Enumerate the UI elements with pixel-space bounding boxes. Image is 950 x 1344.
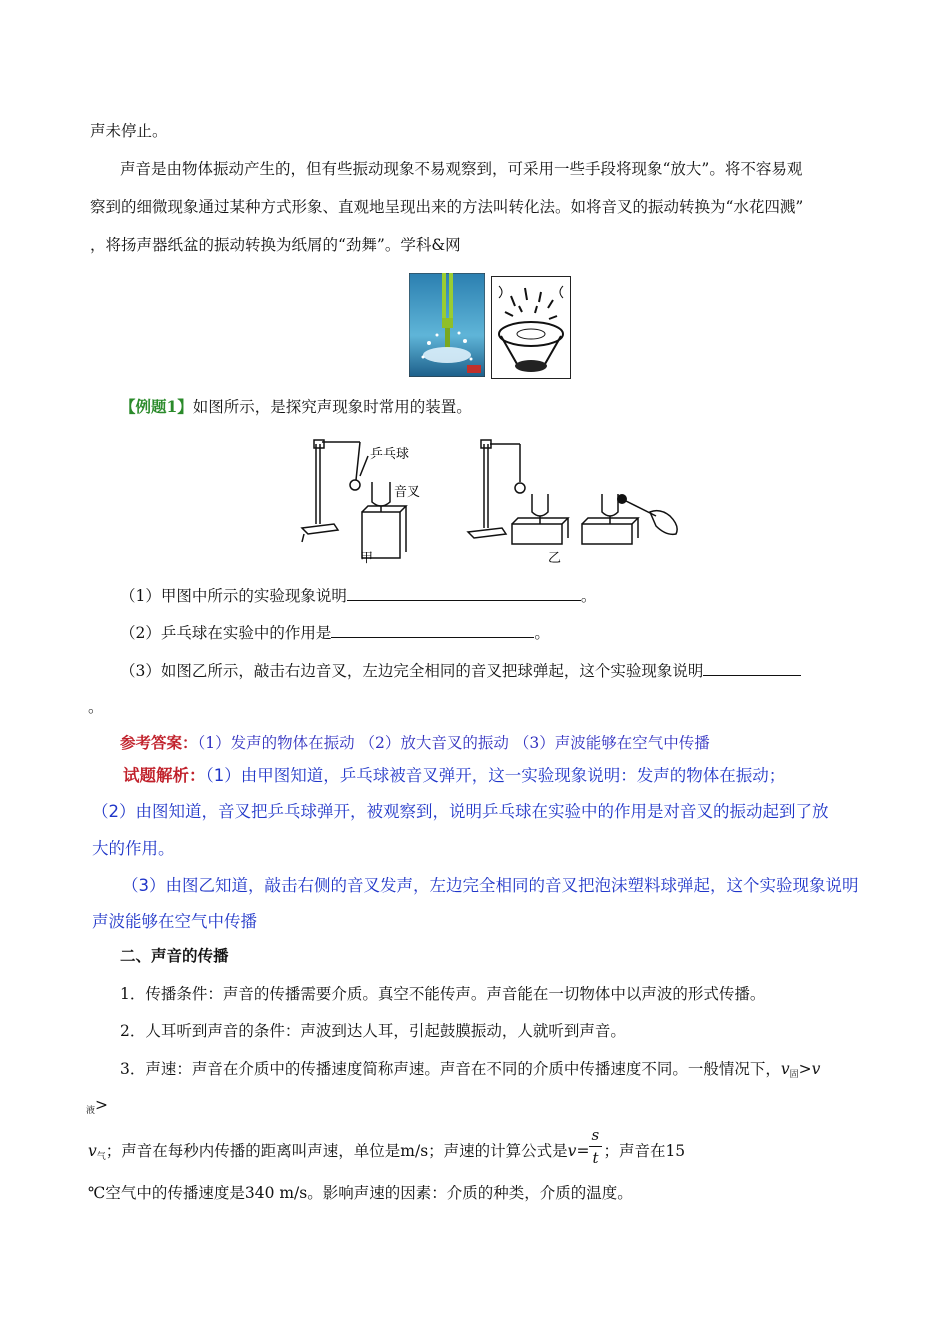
example-tag: 【例题1】 bbox=[120, 397, 193, 416]
analysis-line: （2）由图知道，音叉把乒乓球弹开，被观察到，说明乒乓球在实验中的作用是对音叉的振动起到了放 bbox=[92, 802, 829, 821]
question-2-text: （2）乒乓球在实验中的作用是 bbox=[120, 624, 332, 642]
greater-than: > bbox=[95, 1096, 109, 1114]
analysis-text: （1）由甲图知道，乒乓球被音叉弹开，这一实验现象说明：发声的物体在振动； bbox=[205, 766, 786, 785]
section-item bbox=[120, 1058, 820, 1086]
subscript-solid: 固 bbox=[789, 1070, 799, 1080]
question-3 bbox=[120, 659, 801, 682]
formula-denominator: t bbox=[592, 1149, 599, 1167]
analysis-line bbox=[123, 765, 785, 787]
question-2 bbox=[120, 621, 550, 644]
question-1-text: （1）甲图中所示的实验现象说明 bbox=[120, 587, 347, 605]
question-1 bbox=[120, 584, 596, 607]
answer-label: 参考答案： bbox=[120, 733, 198, 752]
var-v: v bbox=[88, 1142, 97, 1160]
question-1-end: 。 bbox=[580, 587, 597, 605]
figure-label-ball: 乒乓球 bbox=[370, 447, 410, 462]
var-v: v bbox=[780, 1060, 790, 1078]
formula-equals: = bbox=[576, 1142, 590, 1160]
example-heading bbox=[120, 396, 472, 418]
greater-than: > bbox=[798, 1060, 812, 1078]
question-3-end: 。 bbox=[88, 698, 104, 716]
formula-numerator: s bbox=[591, 1126, 600, 1144]
speaker-paper-scraps-image bbox=[491, 276, 571, 379]
section-item-wrap: ℃空气中的传播速度是340 m/s。影响声速的因素：介质的种类，介质的温度。 bbox=[88, 1184, 633, 1202]
figure-label-fork: 音叉 bbox=[394, 485, 421, 500]
paragraph-line: 察到的细微现象通过某种方式形象、直观地呈现出来的方法叫转化法。如将音叉的振动转换为“水花四溅” bbox=[90, 198, 804, 216]
section-item: 2．人耳听到声音的条件：声波到达人耳，引起鼓膜振动，人就听到声音。 bbox=[120, 1022, 626, 1040]
analysis-line: （3）由图乙知道，敲击右侧的音叉发声，左边完全相同的音叉把泡沫塑料球弹起，这个实验现象说明 bbox=[122, 876, 859, 895]
section-item-text: ；声音在15 bbox=[603, 1142, 686, 1160]
figure-label-jia: 甲 bbox=[360, 551, 374, 564]
analysis-line: 大的作用。 bbox=[92, 839, 175, 858]
analysis-label: 试题解析： bbox=[123, 766, 206, 785]
figure-label-yi: 乙 bbox=[548, 551, 562, 564]
section-item: 1．传播条件：声音的传播需要介质。真空不能传声。声音能在一切物体中以声波的形式传播。 bbox=[120, 985, 766, 1003]
section-item-text: 3．声速：声音在介质中的传播速度简称声速。声音在不同的介质中传播速度不同。一般情况下， bbox=[120, 1060, 781, 1078]
sound-experiment-figure bbox=[298, 432, 688, 564]
reference-answer bbox=[120, 732, 710, 754]
formula-fraction bbox=[589, 1126, 603, 1166]
paragraph-line: ，将扬声器纸盆的振动转换为纸屑的“劲舞”。学科&网 bbox=[90, 236, 461, 254]
answer-blank bbox=[347, 584, 581, 601]
subscript-gas: 气 bbox=[96, 1152, 106, 1162]
answer-blank bbox=[331, 621, 534, 638]
section-heading: 二、声音的传播 bbox=[120, 946, 229, 965]
section-item-wrap bbox=[88, 1126, 686, 1168]
paragraph-line: 声音是由物体振动产生的，但有些振动现象不易观察到，可采用一些手段将现象“放大”。将不容易观 bbox=[120, 160, 803, 178]
question-2-end: 。 bbox=[534, 624, 550, 642]
tuning-fork-water-splash-image bbox=[409, 273, 485, 377]
section-item-text: ；声音在每秒内传播的距离叫声速，单位是m/s；声速的计算公式是 bbox=[105, 1142, 568, 1160]
answer-blank bbox=[703, 659, 801, 676]
section-item-wrap bbox=[86, 1094, 108, 1122]
answer-text: （1）发声的物体在振动 （2）放大音叉的振动 （3）声波能够在空气中传播 bbox=[197, 734, 710, 752]
example-text: 如图所示，是探究声现象时常用的装置。 bbox=[192, 398, 472, 416]
formula-v: v bbox=[567, 1142, 577, 1160]
subscript-liquid: 液 bbox=[86, 1106, 96, 1116]
paragraph-line: 声未停止。 bbox=[90, 122, 168, 140]
question-3-text: （3）如图乙所示，敲击右边音叉，左边完全相同的音叉把球弹起，这个实验现象说明 bbox=[120, 662, 704, 680]
analysis-line: 声波能够在空气中传播 bbox=[92, 912, 257, 931]
var-v: v bbox=[811, 1060, 821, 1078]
